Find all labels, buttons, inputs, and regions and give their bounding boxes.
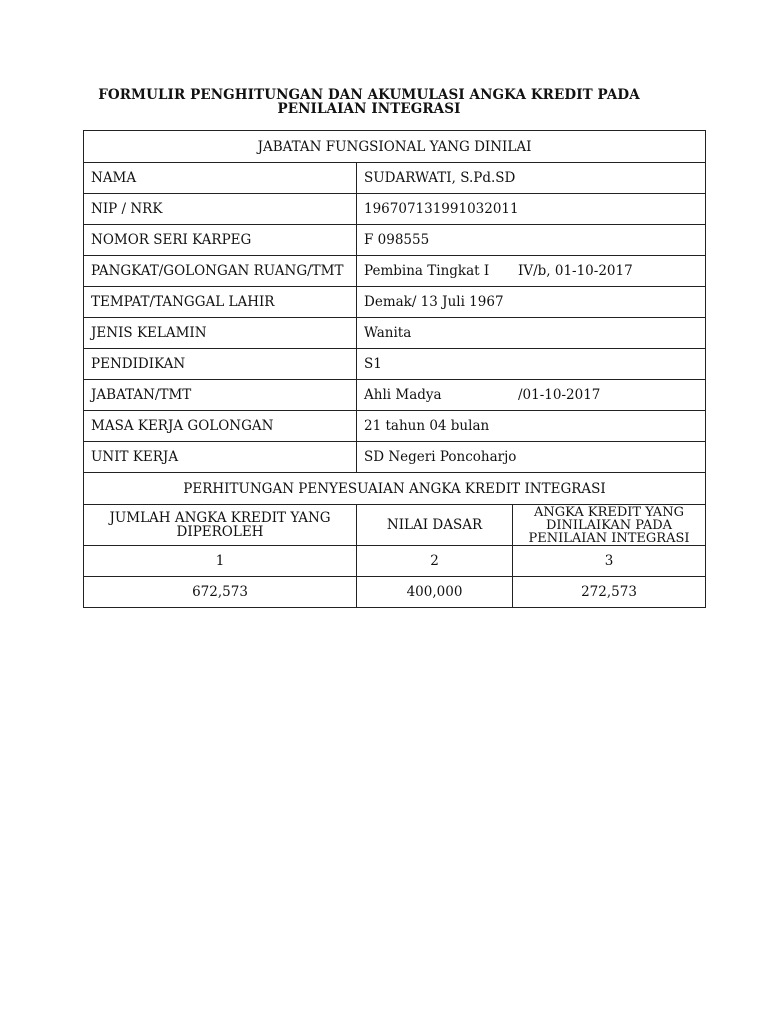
column-header-row <box>84 505 706 546</box>
field-value: SD Negeri Poncoharjo <box>357 442 706 473</box>
table-row <box>84 287 706 318</box>
column-number: 3 <box>513 546 706 577</box>
jabatan-value: Ahli Madya <box>364 387 442 403</box>
field-value: F 098555 <box>357 225 706 256</box>
section2-header: PERHITUNGAN PENYESUAIAN ANGKA KREDIT INTEGRASI <box>84 473 706 505</box>
title-line-1: FORMULIR PENGHITUNGAN DAN AKUMULASI ANGKA KREDIT PADA <box>98 87 640 103</box>
field-value: 196707131991032011 <box>357 194 706 225</box>
section1-header: JABATAN FUNGSIONAL YANG DINILAI <box>84 131 706 163</box>
jabatan-tmt-value: /01-10-2017 <box>518 387 601 403</box>
field-label: PENDIDIKAN <box>84 349 357 380</box>
field-label: NIP / NRK <box>84 194 357 225</box>
document-title <box>84 88 654 116</box>
field-value: S1 <box>357 349 706 380</box>
value-row <box>84 577 706 608</box>
field-value <box>357 380 706 411</box>
field-value: 21 tahun 04 bulan <box>357 411 706 442</box>
table-row <box>84 380 706 411</box>
column-number: 1 <box>84 546 357 577</box>
table-row <box>84 318 706 349</box>
field-value <box>357 256 706 287</box>
field-value: Demak/ 13 Juli 1967 <box>357 287 706 318</box>
section1-header-row <box>84 131 706 163</box>
field-value: Wanita <box>357 318 706 349</box>
field-label: NAMA <box>84 163 357 194</box>
field-label: TEMPAT/TANGGAL LAHIR <box>84 287 357 318</box>
column-header-nilai-dasar: NILAI DASAR <box>357 505 513 546</box>
field-label: MASA KERJA GOLONGAN <box>84 411 357 442</box>
column-header-angka-kredit: ANGKA KREDIT YANG DINILAIKAN PADA PENILAIAN INTEGRASI <box>513 505 706 546</box>
column-number: 2 <box>357 546 513 577</box>
table-row <box>84 411 706 442</box>
field-label: JABATAN/TMT <box>84 380 357 411</box>
table-row <box>84 349 706 380</box>
table-row <box>84 163 706 194</box>
section2-header-row <box>84 473 706 505</box>
angka-kredit-integrasi-value: 272,573 <box>513 577 706 608</box>
table-row <box>84 194 706 225</box>
title-line-2: PENILAIAN INTEGRASI <box>277 101 461 117</box>
table-row <box>84 225 706 256</box>
nilai-dasar-value: 400,000 <box>357 577 513 608</box>
field-label: PANGKAT/GOLONGAN RUANG/TMT <box>84 256 357 287</box>
field-value: SUDARWATI, S.Pd.SD <box>357 163 706 194</box>
golongan-tmt-value: IV/b, 01-10-2017 <box>518 263 633 279</box>
table-row <box>84 256 706 287</box>
table-row <box>84 442 706 473</box>
field-label: JENIS KELAMIN <box>84 318 357 349</box>
jumlah-angka-kredit-value: 672,573 <box>84 577 357 608</box>
column-header-jumlah: JUMLAH ANGKA KREDIT YANG DIPEROLEH <box>84 505 357 546</box>
column-number-row <box>84 546 706 577</box>
field-label: UNIT KERJA <box>84 442 357 473</box>
credit-form-table <box>83 130 706 608</box>
field-label: NOMOR SERI KARPEG <box>84 225 357 256</box>
pangkat-value: Pembina Tingkat I <box>364 263 490 279</box>
